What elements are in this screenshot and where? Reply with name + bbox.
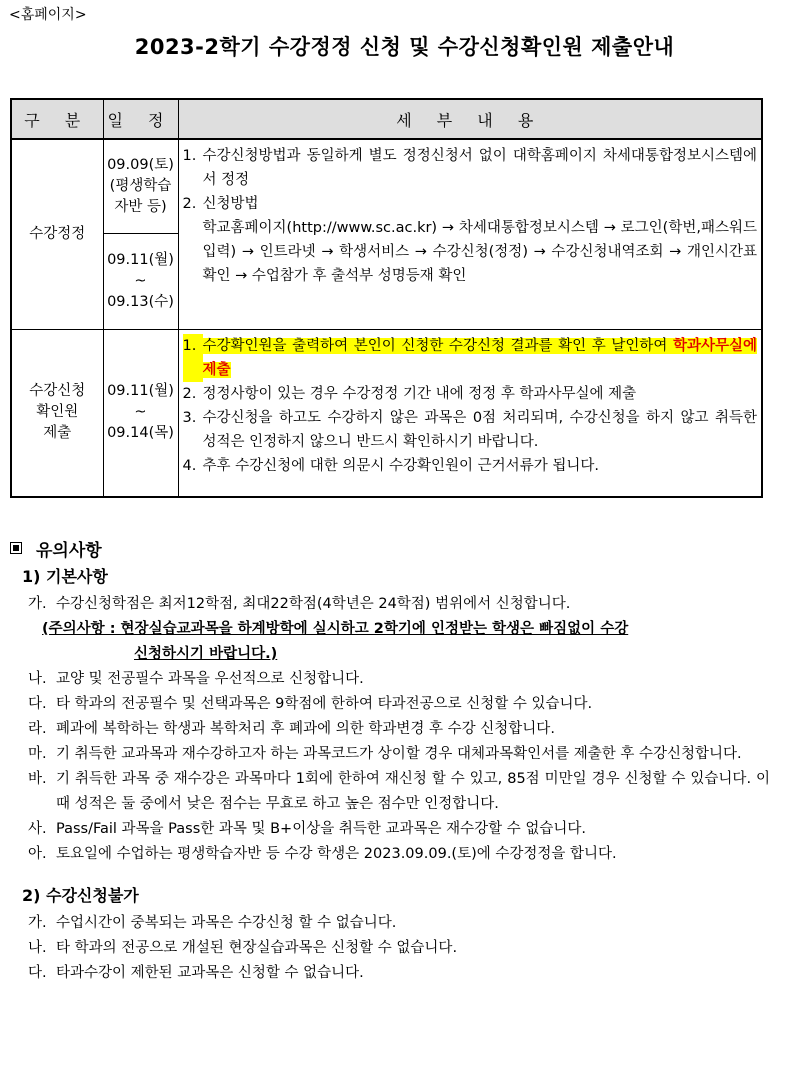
item-text-highlighted <box>203 334 758 382</box>
item-number: 3. <box>182 409 197 426</box>
item-text: 기 취득한 교과목과 재수강하고자 하는 과목코드가 상이할 경우 대체과목확인서를 제출한 후 수강신청합니다. <box>56 746 742 762</box>
item-text: 토요일에 수업하는 평생학습자반 등 수강 학생은 2023.09.09.(토)에 수강정정을 합니다. <box>56 846 617 862</box>
list-item <box>10 936 770 961</box>
date-line: 09.14(목) <box>107 425 174 442</box>
schedule-table <box>10 98 763 498</box>
item-text: 폐과에 복학하는 학생과 복학처리 후 폐과에 의한 학과변경 후 수강 신청합니다. <box>56 721 555 737</box>
row1-date1 <box>103 139 178 233</box>
item-number: 1. <box>183 334 203 382</box>
item-text: 타 학과의 전공으로 개설된 현장실습과목은 신청할 수 없습니다. <box>56 940 458 956</box>
warning-line: 신청하시기 바랍니다.) <box>134 646 278 662</box>
item-text: 신청방법 <box>202 196 259 212</box>
highlighted-text: 수강확인원을 출력하여 본인이 신청한 수강신청 결과를 확인 후 날인하여 <box>202 337 668 354</box>
item-text: 타과수강이 제한된 교과목은 신청할 수 없습니다. <box>56 965 364 981</box>
list-item <box>10 717 770 742</box>
item-text: 추후 수강신청에 대한 의문시 수강확인원이 근거서류가 됩니다. <box>202 457 599 474</box>
square-bullet-icon <box>10 542 22 554</box>
table-row <box>11 139 762 233</box>
table-header-row <box>11 99 762 139</box>
notes-heading <box>10 534 770 562</box>
table-row <box>11 329 762 497</box>
list-item <box>183 192 758 216</box>
item-marker: 아. <box>28 846 47 862</box>
item-text: Pass/Fail 과목을 Pass한 과목 및 B+이상을 취득한 교과목은 재수강할 수 없습니다. <box>56 821 586 837</box>
date-line: 09.11(월) <box>107 251 174 268</box>
list-item <box>183 454 758 478</box>
date-line: 09.13(수) <box>107 293 174 310</box>
notes-section <box>10 534 770 986</box>
list-item <box>10 911 770 936</box>
item-marker: 다. <box>28 696 47 712</box>
list-item <box>183 406 758 454</box>
list-item <box>10 667 770 692</box>
header-details: 세 부 내 용 <box>178 99 762 139</box>
procedure-path: 학교홈페이지(http://www.sc.ac.kr) → 차세대통합정보시스템 → 로그인(학번,패스워드 입력) → 인트라넷 → 학생서비스 → 수강신청(정정) → 수강신청내역조회 → 개인시간표확인 → 수업참가 후 출석부 성명등재 확인 <box>202 220 757 284</box>
item-number: 2. <box>182 196 197 212</box>
item-text: 기 취득한 과목 중 재수강은 과목마다 1회에 한하여 재신청 할 수 있고, 85점 미만일 경우 신청할 수 있습니다. 이때 성적은 둘 중에서 낮은 점수는 무효로 하고 높은 점수만 인정합니다. <box>56 771 770 812</box>
page-title: 2023-2학기 수강정정 신청 및 수강신청확인원 제출안내 <box>134 35 675 59</box>
list-item <box>10 767 770 817</box>
item-marker: 가. <box>28 915 47 931</box>
item-text: 정정사항이 있는 경우 수강정정 기간 내에 정정 후 학과사무실에 제출 <box>202 385 637 402</box>
date-line: 09.11(월) <box>107 383 174 400</box>
impossible-heading: 2) 수강신청불가 <box>22 886 139 905</box>
category-line: 제출 <box>43 425 72 442</box>
item-text: 수강신청을 하고도 수강하지 않은 과목은 0점 처리되며, 수강신청을 하지 않고 취득한 성적은 인정하지 않으니 반드시 확인하시기 바랍니다. <box>202 409 757 450</box>
item-marker: 바. <box>28 771 47 787</box>
row2-date <box>103 329 178 497</box>
date-line: (평생학습 <box>109 177 172 194</box>
warning-line: (주의사항 : 현장실습교과목을 하계방학에 실시하고 2학기에 인정받는 학생은 빠짐없이 수강 <box>42 621 629 637</box>
item-marker: 다. <box>28 965 47 981</box>
item-text: 교양 및 전공필수 과목을 우선적으로 신청합니다. <box>56 671 364 687</box>
row1-date2 <box>103 233 178 329</box>
item-marker: 나. <box>28 940 47 956</box>
warning-note <box>10 617 770 667</box>
row1-category: 수강정정 <box>11 139 103 329</box>
basic-heading: 1) 기본사항 <box>22 567 108 586</box>
header-category: 구 분 <box>11 99 103 139</box>
row2-category <box>11 329 103 497</box>
item-marker: 가. <box>28 596 47 612</box>
date-line: 09.09(토) <box>107 156 174 173</box>
list-item <box>183 334 758 382</box>
list-item <box>183 382 758 406</box>
date-line: ~ <box>134 272 147 289</box>
list-item <box>10 817 770 842</box>
item-marker: 라. <box>28 721 47 737</box>
item-number: 2. <box>182 385 197 402</box>
item-text: 수업시간이 중복되는 과목은 수강신청 할 수 없습니다. <box>56 915 397 931</box>
item-text: 수강신청방법과 동일하게 별도 정정신청서 없이 대학홈페이지 차세대통합정보시스템에서 정정 <box>202 148 757 188</box>
item-number: 1. <box>182 148 197 164</box>
list-item <box>10 961 770 986</box>
item-marker: 사. <box>28 821 47 837</box>
row2-details <box>178 329 762 497</box>
item-text: 타 학과의 전공필수 및 선택과목은 9학점에 한하여 타과전공으로 신청할 수 있습니다. <box>56 696 593 712</box>
category-line: 수강신청 <box>29 383 86 400</box>
row1-details <box>178 139 762 329</box>
list-item <box>10 842 770 867</box>
header-schedule: 일 정 <box>103 99 178 139</box>
submit-to-office-text: 학과사무실에 제출 <box>202 337 757 378</box>
list-item <box>10 742 770 767</box>
notes-heading-text: 유의사항 <box>36 540 102 561</box>
item-marker: 나. <box>28 671 47 687</box>
item-text: 수강신청학점은 최저12학점, 최대22학점(4학년은 24학점) 범위에서 신청합니다. <box>56 596 571 612</box>
item-marker: 마. <box>28 746 47 762</box>
list-item <box>10 692 770 717</box>
breadcrumb: <홈페이지> <box>9 7 87 23</box>
item-number: 4. <box>182 457 197 474</box>
list-item <box>10 592 770 617</box>
list-item <box>183 144 758 192</box>
category-line: 확인원 <box>36 404 79 421</box>
date-line: ~ <box>134 404 147 421</box>
date-line: 자반 등) <box>114 198 167 215</box>
